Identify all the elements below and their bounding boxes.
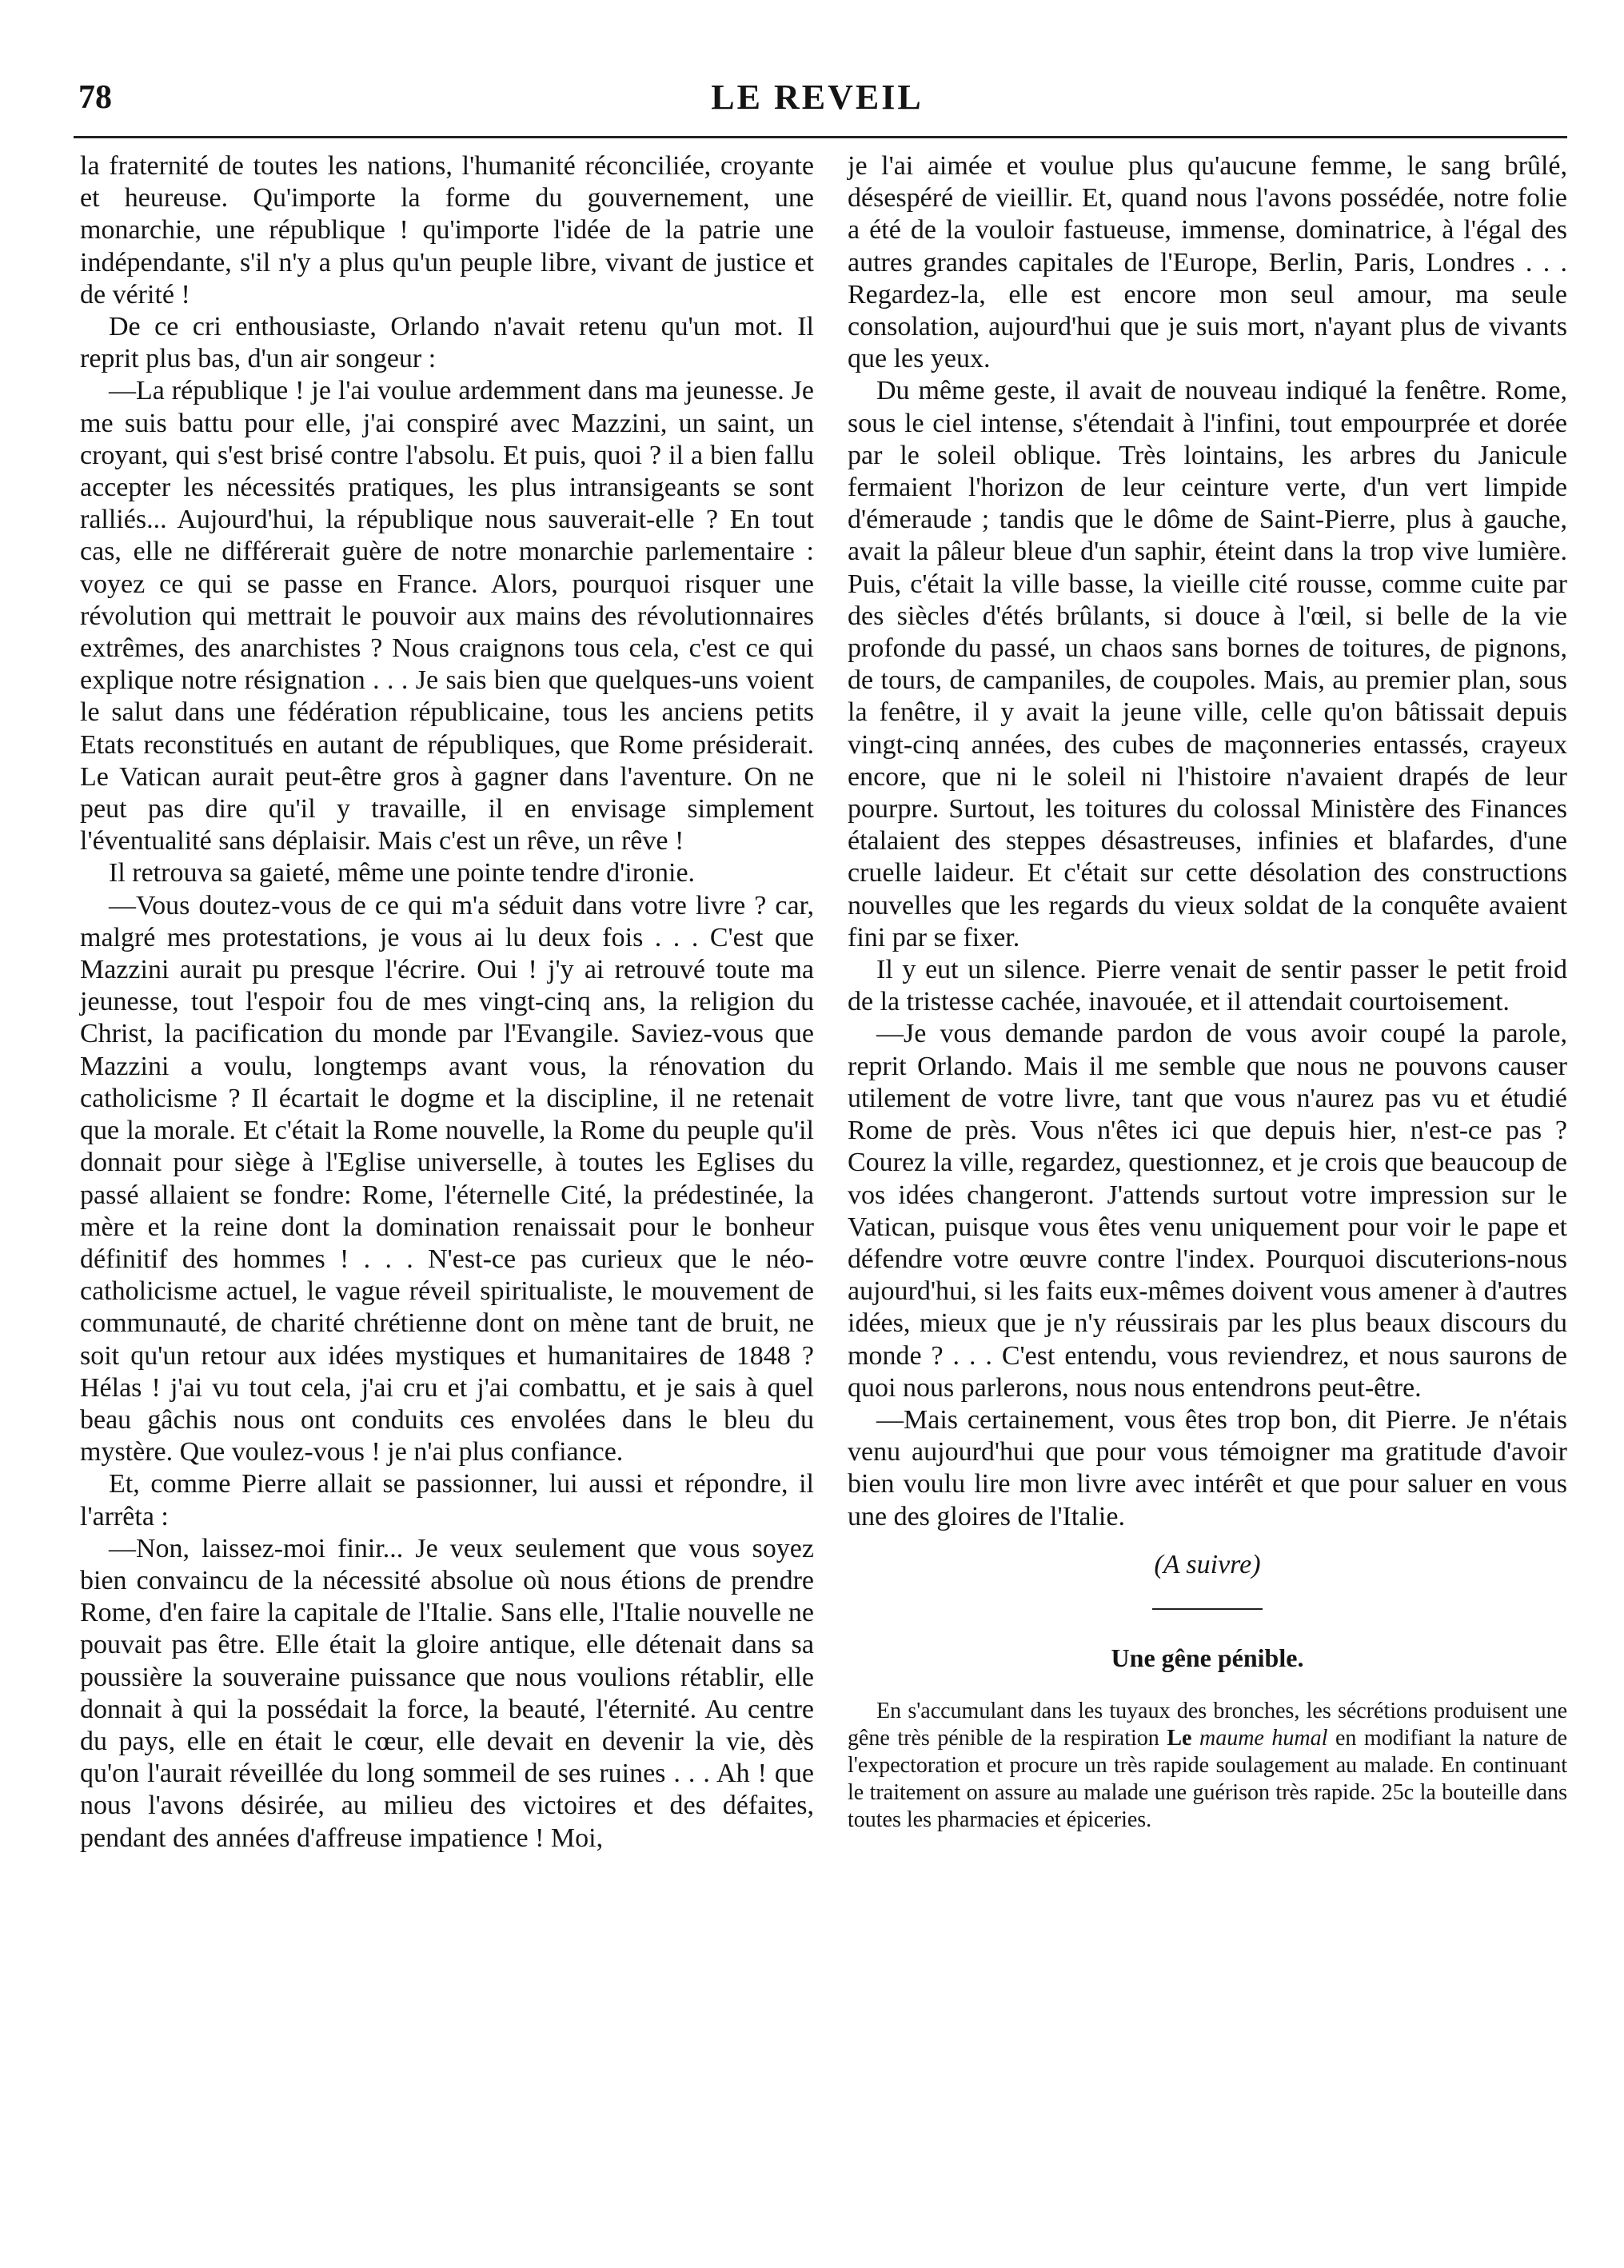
separator-rule — [1152, 1608, 1263, 1610]
ad-text-after: en modifiant la nature de l'expectoration et procure un très rapide soulagement au malade. En continuant le traitement on assure au malade une guérison très rapide. 25c la bouteille dans toutes les pharmacies et épiceries. — [848, 1726, 1568, 1833]
paragraph: je l'ai aimée et voulue plus qu'aucune femme, le sang brûlé, désespéré de vieillir. Et, quand nous l'avons possédée, notre folie a été de la vouloir fastueuse, immense, dominatrice, à l'égal des autres grandes capitales de l'Europe, Berlin, Paris, Londres . . . Regardez-la, elle est encore mon seul amour, ma seule consolation, aujourd'hui que je suis mort, n'ayant plus de vivants que les yeux. — [848, 151, 1567, 374]
ad-product-name: maume humal — [1199, 1726, 1328, 1751]
paragraph: —Mais certainement, vous êtes trop bon, dit Pierre. Je n'étais venu aujourd'hui que pour vous témoigner ma gratitude d'avoir bien voulu lire mon livre avec intérêt et que pour saluer en vous une des gloires de l'Italie. — [848, 1404, 1567, 1531]
paragraph: —Vous doutez-vous de ce qui m'a séduit dans votre livre ? car, malgré mes protestations, je vous ai lu deux fois . . . C'est que Mazzini aurait pu presque l'écrire. Oui ! j'y ai retrouvé toute ma jeunesse, tout l'espoir fou de mes vingt-cinq ans, la religion du Christ, la pacification du monde par l'Evangile. Saviez-vous que Mazzini a voulu, longtemps avant vous, la rénovation du catholicisme ? Il écartait le dogme et la discipline, il ne retenait que la morale. Et c'était la Rome nouvelle, la Rome du peuple qu'il donnait pour siège à l'Eglise universelle, à toutes les Eglises du passé allaient se fondre: Rome, l'éternelle Cité, la prédestinée, la mère et la reine dont la domination renaissait pour le bonheur définitif des hommes ! . . . N'est-ce pas curieux que le néo-catholicisme actuel, le vague réveil spiritualiste, le mouvement de communauté, de charité chrétienne dont on mène tant de bruit, ne soit qu'un retour aux idées mystiques et humanitaires de 1848 ? Hélas ! j'ai vu tout cela, j'ai cru et j'ai combattu, et je sais à quel beau gâchis nous ont conduits ces envolées dans le bleu du mystère. Que voulez-vous ! je n'ai plus confiance. — [80, 890, 814, 1467]
header-rule — [74, 136, 1567, 138]
paragraph: —Non, laissez-moi finir... Je veux seulement que vous soyez bien convaincu de la nécessité absolue où nous étions de prendre Rome, d'en faire la capitale de l'Italie. Sans elle, l'Italie nouvelle ne pouvait pas être. Elle était la gloire antique, elle détenait dans sa poussière la souveraine puissance que nous voulions rétablir, elle donnait à qui la possédait la force, la beauté, l'éternité. Au centre du pays, elle en était le cœur, elle devait en devenir la vie, dès qu'on l'aurait réveillée du long sommeil de ses ruines . . . Ah ! que nous l'avons désirée, au milieu des victoires et des défaites, pendant des années d'affreuse impatience ! Moi, — [80, 1533, 814, 1853]
right-column — [848, 150, 1567, 1834]
ad-product-prefix: Le — [1167, 1726, 1192, 1751]
advertisement-title: Une gêne pénible. — [1111, 1643, 1304, 1672]
advertisement-text — [848, 1698, 1567, 1834]
paragraph: De ce cri enthousiaste, Orlando n'avait retenu qu'un mot. Il reprit plus bas, d'un air songeur : — [80, 312, 814, 374]
paragraph: Il y eut un silence. Pierre venait de sentir passer le petit froid de la tristesse cachée, inavouée, et il attendait courtoisement. — [848, 955, 1567, 1017]
paragraph: —La république ! je l'ai voulue ardemment dans ma jeunesse. Je me suis battu pour elle, j'ai conspiré avec Mazzini, un saint, un croyant, qui s'est brisé contre l'absolu. Et puis, quoi ? il a bien fallu accepter les nécessités pratiques, les plus intransigeants se sont ralliés... Aujourd'hui, la république nous sauverait-elle ? En tout cas, elle ne différerait guère de notre monarchie parlementaire : voyez ce qui se passe en France. Alors, pourquoi risquer une révolution qui mettrait le pouvoir aux mains des révolutionnaires extrêmes, des anarchistes ? Nous craignons tous cela, c'est ce qui explique notre résignation . . . Je sais bien que quelques-uns voient le salut dans une fédération républicaine, tous les anciens petits Etats reconstitués en autant de républiques, que Rome présiderait. Le Vatican aurait peut-être gros à gagner dans l'aventure. On ne peut pas dire qu'il y travaille, il en envisage simplement l'éventualité sans déplaisir. Mais c'est un rêve, un rêve ! — [80, 376, 814, 856]
ad-text-before: En s'accumulant dans les tuyaux des bronches, les sécrétions produisent une gêne très pénible de la respiration — [848, 1699, 1567, 1751]
to-be-continued: (A suivre) — [1154, 1549, 1261, 1579]
left-column — [80, 150, 814, 1855]
paragraph: Il retrouva sa gaieté, même une pointe tendre d'ironie. — [109, 858, 696, 888]
page-number: 78 — [78, 79, 112, 116]
paragraph: Du même geste, il avait de nouveau indiqué la fenêtre. Rome, sous le ciel intense, s'étendait à l'infini, tout empourprée et dorée par le soleil oblique. Très lointains, les arbres du Janicule fermaient l'horizon de leur ceinture verte, d'un vert limpide d'émeraude ; tandis que le dôme de Saint-Pierre, plus à gauche, avait la pâleur bleue d'un saphir, éteint dans la trop vive lumière. Puis, c'était la ville basse, la vieille cité rousse, comme cuite par des siècles d'étés brûlants, si douce à l'œil, si belle de la vie profonde du passé, un chaos sans bornes de toitures, de pignons, de tours, de campaniles, de coupoles. Mais, au premier plan, sous la fenêtre, il y avait la jeune ville, celle qu'on bâtissait depuis vingt-cinq années, des cubes de maçonneries entassés, crayeux encore, que ni le soleil ni l'histoire n'avaient drapés de leur pourpre. Surtout, les toitures du colossal Ministère des Finances étalaient des steppes désastreuses, infinies et blafardes, d'une cruelle laideur. Et c'était sur cette désolation des constructions nouvelles que les regards du vieux soldat de la conquête avaient fini par se fixer. — [848, 376, 1567, 952]
paragraph: la fraternité de toutes les nations, l'humanité réconciliée, croyante et heureuse. Qu'importe la forme du gouvernement, une monarchie, une république ! qu'importe l'idée de la patrie une indépendante, s'il n'y a plus qu'un peuple libre, vivant de justice et de vérité ! — [80, 151, 814, 309]
advertisement-body — [848, 1698, 1567, 1834]
paragraph: Et, comme Pierre allait se passionner, lui aussi et répondre, il l'arrêta : — [80, 1469, 814, 1531]
page-header — [74, 74, 1561, 138]
journal-title: LE REVEIL — [711, 78, 924, 117]
paragraph: —Je vous demande pardon de vous avoir coupé la parole, reprit Orlando. Mais il me semble que nous ne pouvons causer utilement de votre livre, tant que vous n'aurez pas vu et étudié Rome de près. Vous n'êtes ici que depuis hier, n'est-ce pas ? Courez la ville, regardez, questionnez, et je crois que beaucoup de vos idées changeront. J'attends surtout votre impression sur le Vatican, puisque vous êtes venu uniquement pour voir le pape et défendre votre œuvre contre l'index. Pourquoi discuterions-nous aujourd'hui, si les faits eux-mêmes doivent vous amener à d'autres idées, mieux que je n'y réussirais par les plus beaux discours du monde ? . . . C'est entendu, vous reviendrez, et nous saurons de quoi nous parlerons, nous nous entendrons peut-être. — [848, 1019, 1567, 1403]
